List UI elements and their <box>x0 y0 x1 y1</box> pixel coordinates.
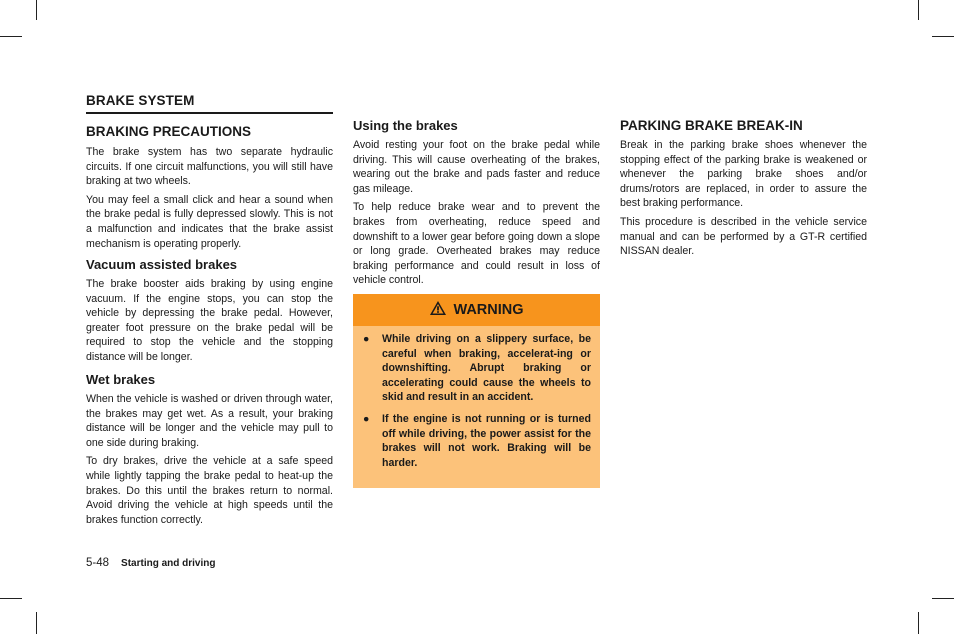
using-brakes-p2: To help reduce brake wear and to prevent the brakes from overheating, reduce speed and downshift to a lower gear before going down a slope or long grade. Overheated brakes may reduce braking performance and could result in loss of vehicle control. <box>353 201 600 287</box>
section-title: BRAKE SYSTEM <box>86 93 333 114</box>
crop-mark <box>932 598 954 599</box>
crop-mark <box>918 0 919 20</box>
vacuum-brakes-heading: Vacuum assisted brakes <box>86 257 238 272</box>
crop-mark <box>36 0 37 20</box>
bullet-icon: ● <box>363 333 370 345</box>
warning-item-text: If the engine is not running or is turned off while driving, the power assist for the brakes will not work. Braking will be harder. <box>382 412 591 469</box>
crop-mark <box>0 598 22 599</box>
braking-precautions-heading: BRAKING PRECAUTIONS <box>86 124 252 139</box>
warning-box <box>353 294 600 488</box>
wet-brakes-p2: To dry brakes, drive the vehicle at a safe speed while lightly tapping the brake pedal to heat-up the brakes. Do this until the brakes return to normal. Avoid driving the vehicle at high speeds until the brakes function correctly. <box>86 455 333 526</box>
parking-brake-heading: PARKING BRAKE BREAK-IN <box>620 118 803 133</box>
bullet-icon: ● <box>363 412 370 425</box>
warning-header <box>353 294 600 326</box>
crop-mark <box>36 612 37 634</box>
braking-precautions-section <box>86 124 333 251</box>
crop-mark <box>0 36 22 37</box>
using-brakes-p1: Avoid resting your foot on the brake pedal while driving. This will cause overheating of the brakes, wearing out the brake and pads faster and reduce gas mileage. <box>353 139 600 195</box>
warning-item-text: While driving on a slippery surface, be careful when braking, accelerat-ing or downshifting. Abrupt braking or accelerating could cause the wheels to skid and result in an accident. <box>382 333 591 404</box>
warning-list <box>353 326 600 470</box>
braking-precautions-p1: The brake system has two separate hydraulic circuits. If one circuit malfunctions, you will still have braking at two wheels. <box>86 146 333 188</box>
using-brakes-section <box>353 118 600 288</box>
braking-precautions-p2: You may feel a small click and hear a sound when the brake pedal is fully depressed slowly. This is not a malfunction and indicates that the brake assist mechanism is operating properly. <box>86 193 333 250</box>
warning-triangle-icon <box>429 300 447 321</box>
parking-brake-section <box>620 118 867 259</box>
wet-brakes-section <box>86 372 333 527</box>
warning-item <box>363 412 591 470</box>
warning-title: WARNING <box>453 302 524 318</box>
vacuum-brakes-section <box>86 257 333 365</box>
crop-mark <box>918 612 919 634</box>
page-number: 5-48 <box>86 557 110 569</box>
footer-section-name: Starting and driving <box>121 558 216 569</box>
page-footer <box>86 557 215 569</box>
parking-brake-p1: Break in the parking brake shoes whenever the stopping effect of the parking brake is weakened or whenever the parking brake shoes and/or drums/rotors are replaced, in order to assure the best braking performance. <box>620 139 867 210</box>
vacuum-brakes-p1: The brake booster aids braking by using engine vacuum. If the engine stops, you can stop the vehicle by depressing the brake pedal. However, greater foot pressure on the brake pedal will be required to stop the vehicle and the stopping distance will be longer. <box>86 278 333 363</box>
using-brakes-heading: Using the brakes <box>353 118 458 133</box>
wet-brakes-p1: When the vehicle is washed or driven through water, the brakes may get wet. As a result, your braking distance will be longer and the vehicle may pull to one side during braking. <box>86 393 333 449</box>
crop-mark <box>932 36 954 37</box>
warning-item <box>363 332 591 405</box>
wet-brakes-heading: Wet brakes <box>86 372 156 387</box>
parking-brake-p2: This procedure is described in the vehicle service manual and can be performed by a GT-R certified NISSAN dealer. <box>620 215 867 258</box>
